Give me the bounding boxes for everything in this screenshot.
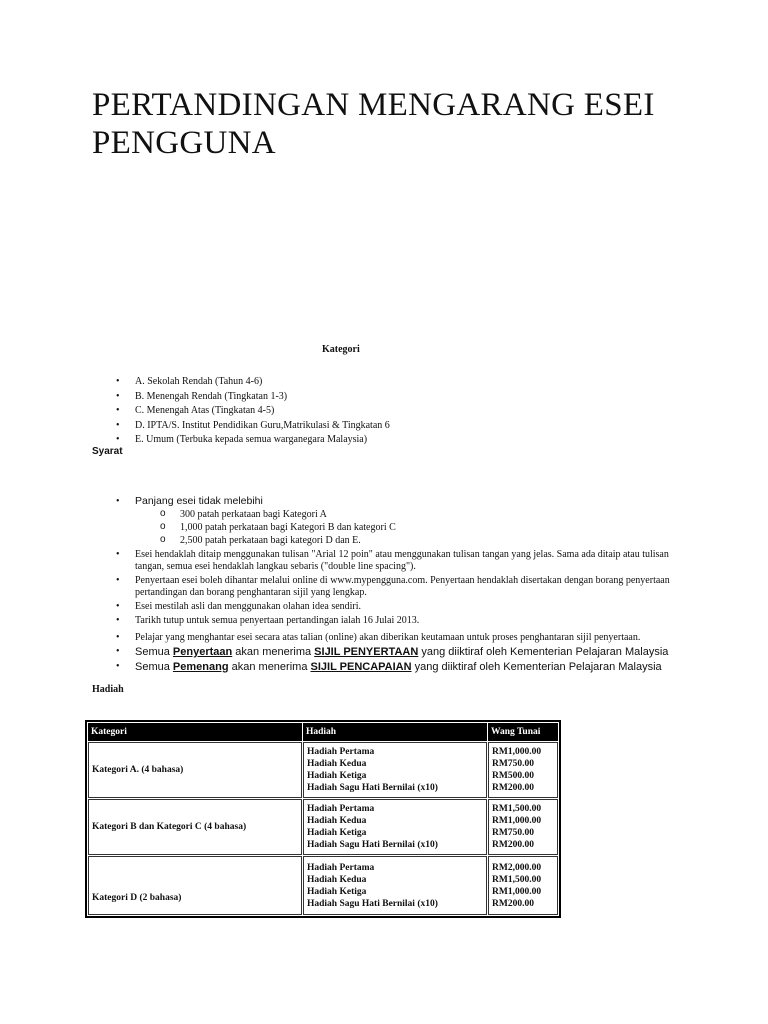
text-span: akan menerima <box>228 661 311 673</box>
syarat-subitem: 2,500 patah perkataan bagi kategori D dan E. <box>180 535 361 546</box>
syarat-item: Penyertaan esei boleh dihantar melalui online di www.mypengguna.com. Penyertaan hendaklah disertakan dengan borang penyertaan <box>135 575 670 586</box>
cell-wang <box>488 742 558 798</box>
text-span: akan menerima <box>232 646 315 658</box>
hadiah-item: Hadiah Pertama <box>307 804 375 814</box>
syarat-subitem: 1,000 patah perkataan bagi Kategori B dan kategori C <box>180 522 396 533</box>
page-title <box>92 86 655 162</box>
bullet-icon: • <box>116 405 120 416</box>
syarat-subitem: 300 patah perkataan bagi Kategori A <box>180 509 327 520</box>
cell-hadiah <box>303 742 487 798</box>
text-span: yang diiktiraf oleh Kementerian Pelajaran Malaysia <box>418 646 669 658</box>
hadiah-item: Hadiah Sagu Hati Bernilai (x10) <box>307 898 438 909</box>
table-row <box>88 856 558 915</box>
syarat-item: pertandingan dan borang penghantaran sijil yang lengkap. <box>135 587 367 598</box>
header-wang-tunai: Wang Tunai <box>488 723 558 741</box>
table-row <box>88 799 558 855</box>
hadiah-item: Hadiah Sagu Hati Bernilai (x10) <box>307 783 438 793</box>
text-span: Semua <box>135 646 173 658</box>
syarat-item-sijil1 <box>135 646 668 658</box>
hadiah-heading: Hadiah <box>92 684 124 695</box>
hadiah-item: Hadiah Kedua <box>307 759 367 769</box>
sub-bullet-icon: o <box>160 534 166 545</box>
syarat-item: Esei hendaklah ditaip menggunakan tulisan "Arial 12 poin" atau menggunakan tulisan tangan yang jelas. Sama ada ditaip atau tulisan <box>135 549 669 560</box>
bullet-icon: • <box>116 419 120 431</box>
text-span: yang diiktiraf oleh Kementerian Pelajaran Malaysia <box>411 661 662 673</box>
wang-item: RM1,000.00 <box>492 886 542 897</box>
hadiah-item: Hadiah Pertama <box>307 862 375 873</box>
syarat-item: Esei mestilah asli dan menggunakan olahan idea sendiri. <box>135 601 362 612</box>
sub-bullet-icon: o <box>160 508 166 519</box>
hadiah-item: Hadiah Ketiga <box>307 886 367 897</box>
hadiah-item: Hadiah Ketiga <box>307 771 367 781</box>
title-line: PERTANDINGAN MENGARANG ESEI <box>92 87 655 123</box>
wang-item: RM1,000.00 <box>492 747 542 757</box>
wang-item: RM200.00 <box>492 898 534 909</box>
kategori-item: A. Sekolah Rendah (Tahun 4-6) <box>135 376 263 387</box>
header-hadiah: Hadiah <box>303 723 487 741</box>
cell-hadiah <box>303 856 487 915</box>
wang-item: RM200.00 <box>492 840 534 850</box>
wang-item: RM500.00 <box>492 771 534 781</box>
wang-item: RM200.00 <box>492 783 534 793</box>
text-span: Semua <box>135 661 173 673</box>
cell-wang <box>488 856 558 915</box>
prize-table <box>85 720 561 918</box>
text-span: SIJIL PENCAPAIAN <box>310 661 412 673</box>
bullet-icon: • <box>116 632 120 643</box>
bullet-icon: • <box>116 615 120 626</box>
bullet-icon: • <box>116 549 120 560</box>
sub-bullet-icon: o <box>160 521 166 532</box>
text-span: SIJIL PENYERTAAN <box>314 646 419 658</box>
wang-item: RM750.00 <box>492 759 534 769</box>
hadiah-item: Hadiah Kedua <box>307 816 367 826</box>
cell-wang <box>488 799 558 855</box>
syarat-item-sijil2 <box>135 661 662 673</box>
syarat-heading: Syarat <box>92 446 123 457</box>
bullet-icon: • <box>116 575 120 586</box>
hadiah-item: Hadiah Ketiga <box>307 828 367 838</box>
bullet-icon: • <box>116 661 120 672</box>
syarat-item: Tarikh tutup untuk semua penyertaan pertandingan ialah 16 Julai 2013. <box>135 615 420 626</box>
wang-item: RM1,500.00 <box>492 874 542 885</box>
hadiah-item: Hadiah Pertama <box>307 747 375 757</box>
kategori-item: C. Menengah Atas (Tingkatan 4-5) <box>135 405 275 416</box>
text-span: Penyertaan <box>172 646 233 658</box>
bullet-icon: • <box>116 601 120 612</box>
syarat-item: tangan, semua esei hendaklah langkau sebaris ("double line spacing"). <box>135 561 416 572</box>
syarat-item: Pelajar yang menghantar esei secara atas talian (online) akan diberikan keutamaan untuk proses penghantaran sijil penyertaan. <box>135 632 641 643</box>
wang-item: RM2,000.00 <box>492 862 542 873</box>
kategori-item: B. Menengah Rendah (Tingkatan 1-3) <box>135 390 288 402</box>
wang-item: RM750.00 <box>492 828 534 838</box>
header-kategori: Kategori <box>88 723 302 741</box>
syarat-item: Panjang esei tidak melebihi <box>135 495 263 507</box>
kategori-item: D. IPTA/S. Institut Pendidikan Guru,Matrikulasi & Tingkatan 6 <box>135 419 390 431</box>
bullet-icon: • <box>116 376 120 387</box>
kategori-item: E. Umum (Terbuka kepada semua warganegara Malaysia) <box>135 434 368 445</box>
hadiah-item: Hadiah Kedua <box>307 874 367 885</box>
table-row <box>88 742 558 798</box>
bullet-icon: • <box>116 390 120 402</box>
bullet-icon: • <box>116 496 120 507</box>
wang-item: RM1,500.00 <box>492 804 542 814</box>
cell-kategori: Kategori A. (4 bahasa) <box>88 742 302 798</box>
text-span: Pemenang <box>172 661 229 673</box>
cell-hadiah <box>303 799 487 855</box>
kategori-heading: Kategori <box>322 344 360 355</box>
bullet-icon: • <box>116 646 120 657</box>
cell-kategori: Kategori D (2 bahasa) <box>88 856 302 915</box>
wang-item: RM1,000.00 <box>492 816 542 826</box>
bullet-icon: • <box>116 434 120 445</box>
title-line: PENGGUNA <box>92 125 276 161</box>
hadiah-item: Hadiah Sagu Hati Bernilai (x10) <box>307 840 438 850</box>
cell-kategori: Kategori B dan Kategori C (4 bahasa) <box>88 799 302 855</box>
